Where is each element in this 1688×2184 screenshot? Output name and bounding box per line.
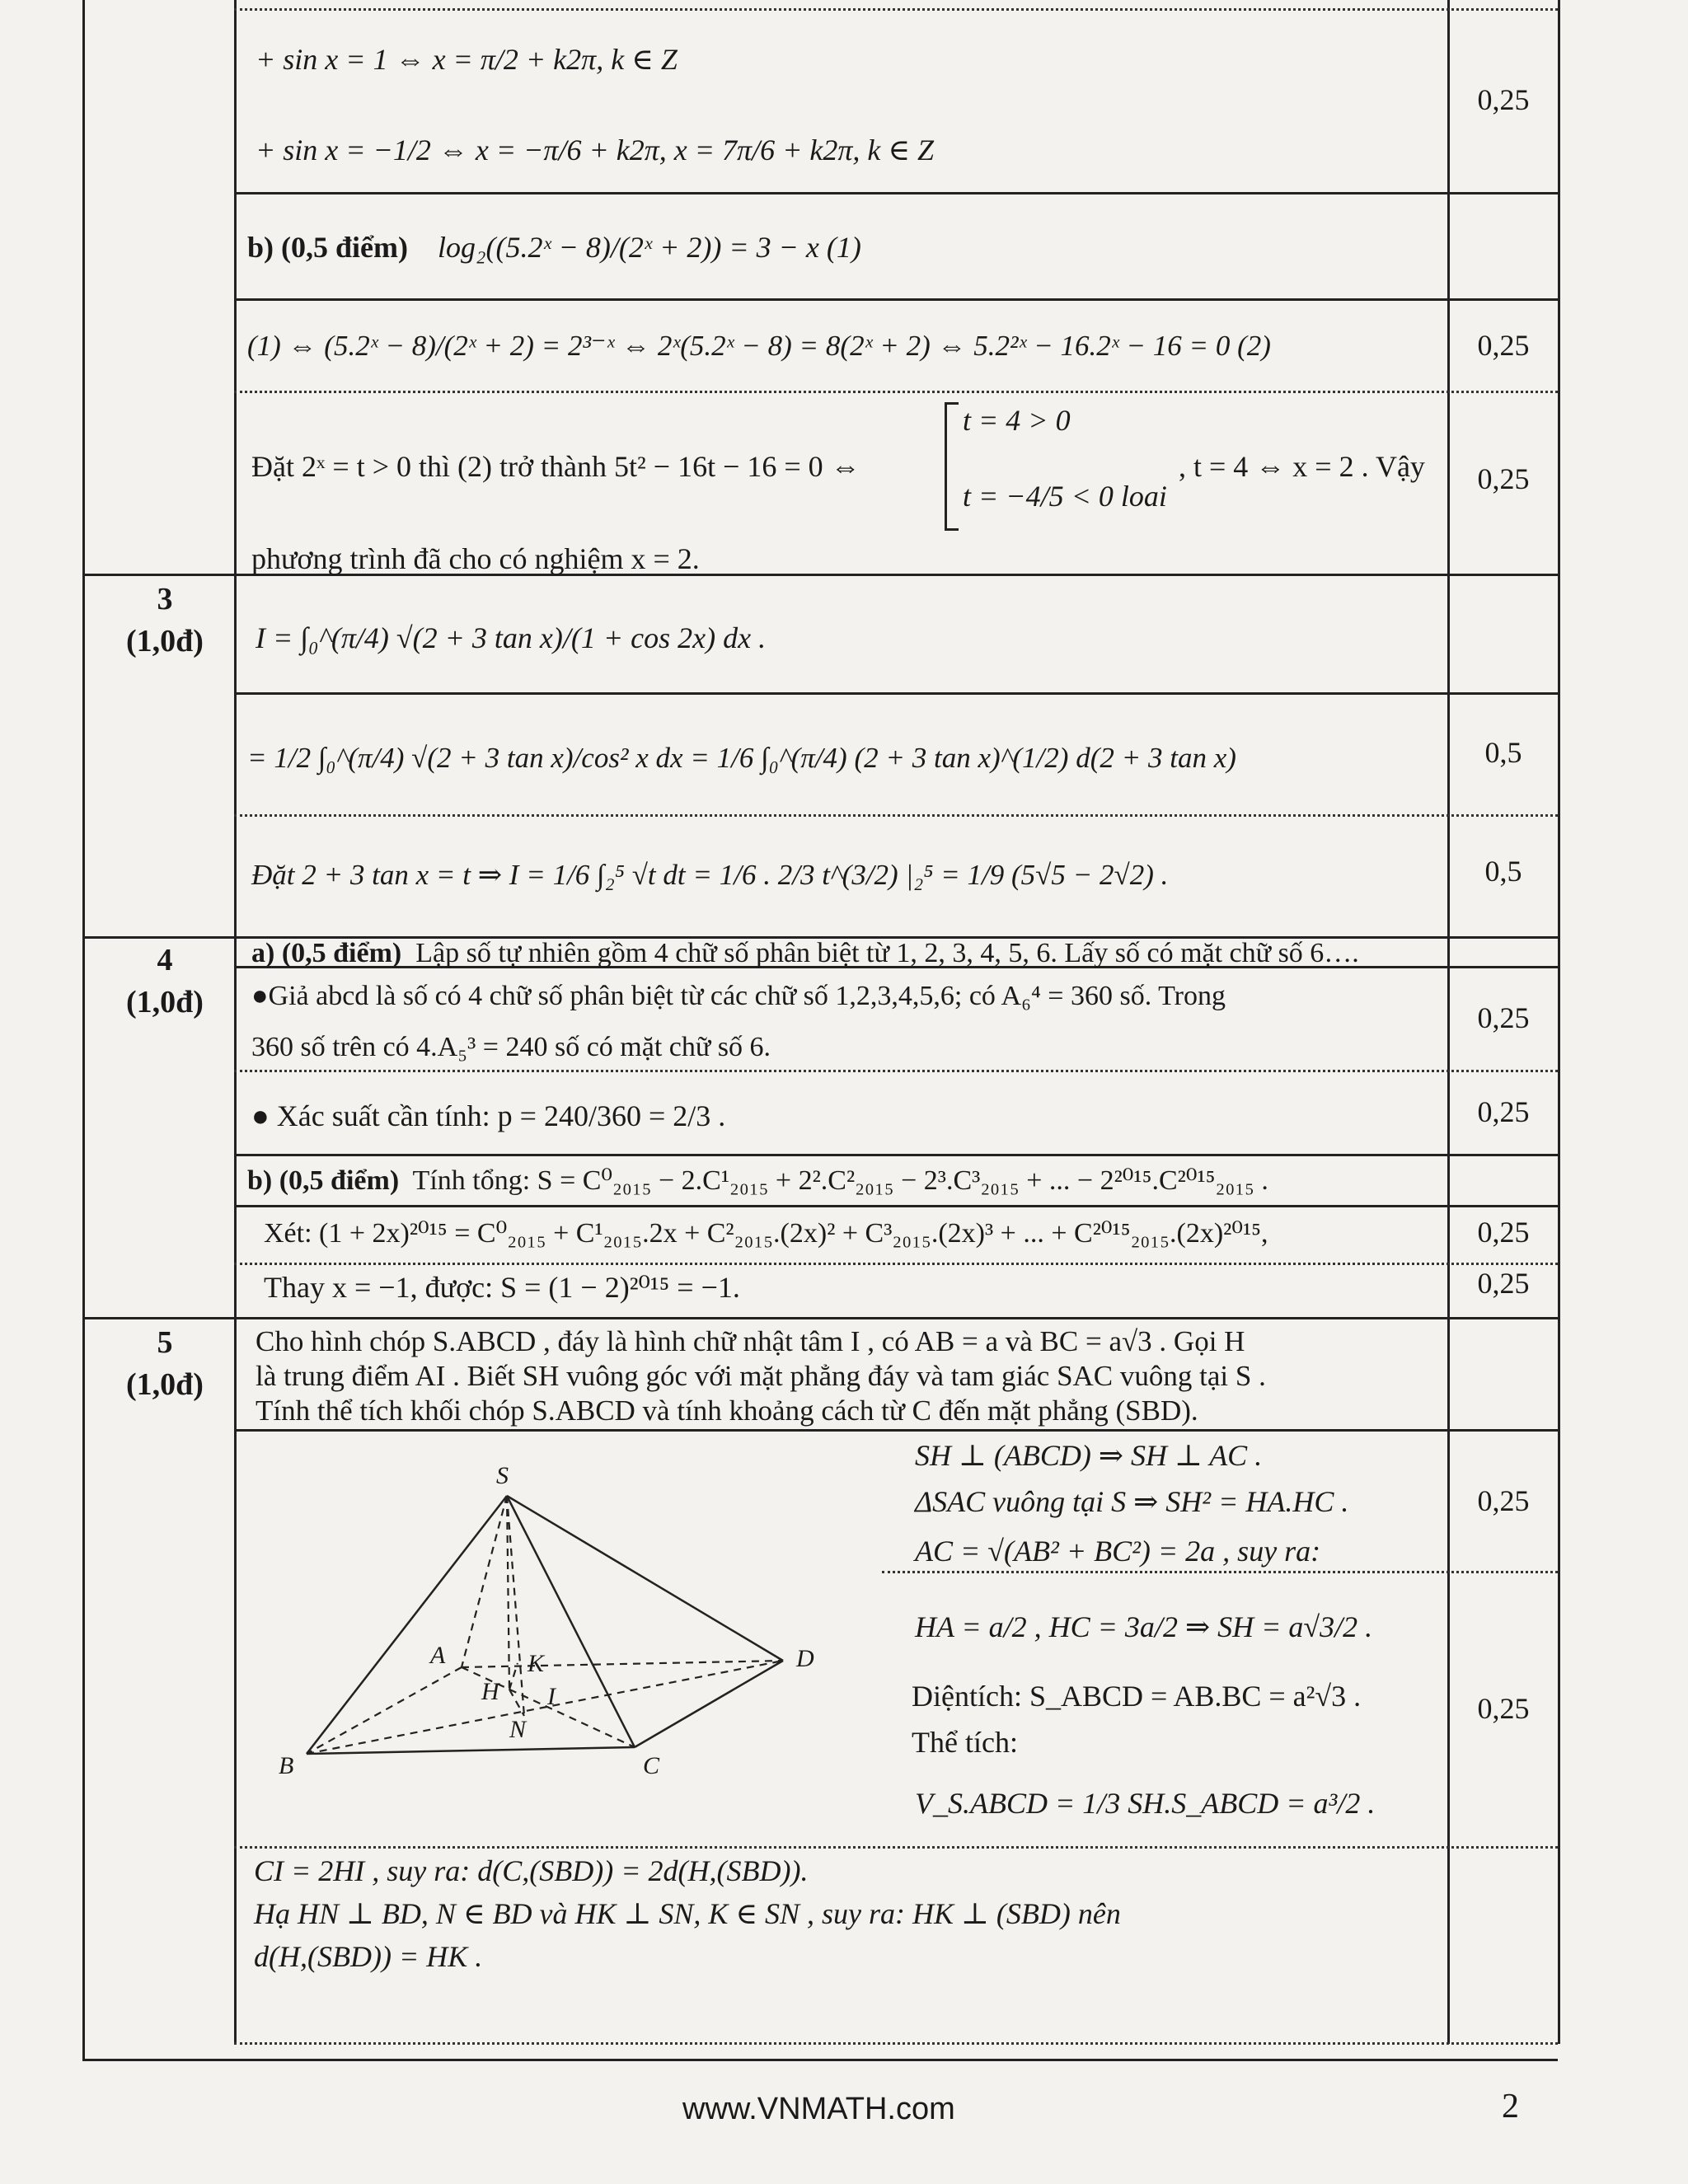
q4-a-header-label: a) (0,5 điểm) [251, 938, 402, 968]
label-I: I [547, 1683, 556, 1710]
q4-a-row1-score: 0,25 [1477, 1001, 1530, 1034]
rule-q4-b [234, 1154, 1558, 1156]
label-D: D [796, 1645, 814, 1672]
part2b-row2-a: Đặt 2ˣ = t > 0 thì (2) trở thành 5t² − 16t − 16 = 0 ⇔ [251, 450, 860, 483]
edge-BC [307, 1747, 635, 1754]
q5-sol2-score: 0,25 [1477, 1692, 1530, 1725]
edge-SA [462, 1496, 507, 1667]
label-H: H [481, 1678, 499, 1705]
q4-a-header-text: Lập số tự nhiên gồm 4 chữ số phân biệt từ 1, 2, 3, 4, 5, 6. Lấy số có mặt chữ số 6…. [415, 938, 1359, 968]
q3-step1: = 1/2 ∫₀^(π/4) √(2 + 3 tan x)/cos² x dx = 1/6 ∫₀^(π/4) (2 + 3 tan x)^(1/2) d(2 + 3 tan x) [247, 742, 1236, 774]
rule-part2b [234, 192, 1558, 194]
diag-BD [307, 1661, 783, 1754]
label-A: A [430, 1642, 446, 1669]
q5-sol3-l2: Hạ HN ⊥ BD, N ∈ BD và HK ⊥ SN, K ∈ SN , suy ra: HK ⊥ (SBD) nên [254, 1897, 1121, 1930]
q5-sol1-l1: SH ⊥ (ABCD) ⇒ SH ⊥ AC . [915, 1439, 1263, 1472]
q5-problem-l3: Tính thể tích khối chóp S.ABCD và tính khoảng cách từ C đến mặt phẳng (SBD). [256, 1394, 1198, 1427]
q3-intro: I = ∫₀^(π/4) √(2 + 3 tan x)/(1 + cos 2x) dx . [256, 621, 767, 654]
part1-line1: + sin x = 1 ⇔ x = π/2 + k2π, k ∈ Z [256, 43, 678, 76]
part2b-header-label: b) (0,5 điểm) [247, 231, 408, 264]
q3-step2-score: 0,5 [1484, 855, 1522, 888]
q4-b-row2-score: 0,25 [1477, 1267, 1530, 1300]
footer-site: www.VNMATH.com [682, 2092, 955, 2126]
rule-q5-end [234, 2042, 1558, 2045]
q3-number [82, 579, 247, 663]
part2b-header [247, 229, 861, 266]
q4-b-header-label: b) (0,5 điểm) [247, 1165, 400, 1196]
q4-b-header [247, 1164, 1268, 1199]
q5-sol3-l3: d(H,(SBD)) = HK . [254, 1940, 483, 1973]
q4-number [82, 940, 247, 1024]
q4-points: (1,0đ) [126, 985, 204, 1020]
rule-part2b-row [234, 391, 1558, 393]
top-dotted-rule [234, 8, 1558, 11]
q5-sol2-l2: Diệntích: S_ABCD = AB.BC = a²√3 . [912, 1680, 1362, 1713]
edge-AD [462, 1661, 783, 1667]
footer-page-number: 2 [1502, 2088, 1519, 2125]
q3-step2: Đặt 2 + 3 tan x = t ⇒ I = 1/6 ∫₂⁵ √t dt = 1/6 . 2/3 t^(3/2) |₂⁵ = 1/9 (5√5 − 2√2) . [251, 859, 1169, 891]
part1-score: 0,25 [1477, 83, 1530, 116]
part2b-header-eq: log₂((5.2ˣ − 8)/(2ˣ + 2)) = 3 − x (1) [437, 231, 861, 264]
q5-sol3-l1: CI = 2HI , suy ra: d(C,(SBD)) = 2d(H,(SBD)). [254, 1854, 809, 1887]
edge-CD [635, 1661, 783, 1747]
rule-q3-intro [234, 692, 1558, 695]
label-B: B [279, 1752, 294, 1779]
rule-q4-b-row [234, 1263, 1558, 1265]
part2b-row1: (1) ⇔ (5.2ˣ − 8)/(2ˣ + 2) = 2³⁻ˣ ⇔ 2ˣ(5.2ˣ − 8) = 8(2ˣ + 2) ⇔ 5.2²ˣ − 16.2ˣ − 16 = 0 (2) [247, 330, 1271, 362]
q3-points: (1,0đ) [126, 624, 204, 659]
part2b-row2-b: , t = 4 ⇔ x = 2 . Vậy [1179, 450, 1425, 483]
part2b-row2-score: 0,25 [1477, 462, 1530, 495]
label-S: S [496, 1462, 509, 1489]
rule-q5-sol1 [882, 1571, 1558, 1573]
edge-SB [307, 1496, 507, 1754]
label-K: K [528, 1650, 545, 1677]
q5-sol1-l3: AC = √(AB² + BC²) = 2a , suy ra: [915, 1535, 1321, 1568]
q5-sol2-l1: HA = a/2 , HC = 3a/2 ⇒ SH = a√3/2 . [915, 1610, 1373, 1643]
case-bracket [945, 402, 959, 531]
q3-step1-score: 0,5 [1484, 736, 1522, 769]
q3-number-text: 3 [157, 582, 173, 616]
rule-part2b-header [234, 298, 1558, 301]
rule-q5-problem [234, 1429, 1558, 1432]
table-border-bottom [82, 2059, 1558, 2061]
label-C: C [643, 1752, 660, 1779]
q4-a-row2: ● Xác suất cần tính: p = 240/360 = 2/3 . [251, 1099, 726, 1132]
q5-number [82, 1322, 247, 1407]
q4-a-row1-line1: ●Giả abcd là số có 4 chữ số phân biệt từ các chữ số 1,2,3,4,5,6; có A₆⁴ = 360 số. Trong [251, 981, 1226, 1011]
q4-a-row2-score: 0,25 [1477, 1095, 1530, 1128]
part2b-row2-c: phương trình đã cho có nghiệm x = 2. [251, 542, 700, 575]
part2b-row1-score: 0,25 [1477, 329, 1530, 362]
q5-points: (1,0đ) [126, 1367, 204, 1403]
q4-b-row1-score: 0,25 [1477, 1216, 1530, 1249]
part1-line2: + sin x = −1/2 ⇔ x = −π/6 + k2π, x = 7π/6 + k2π, k ∈ Z [256, 134, 935, 166]
q5-problem-l2: là trung điểm AI . Biết SH vuông góc với mặt phẳng đáy và tam giác SAC vuông tại S . [256, 1360, 1266, 1392]
q5-sol2-l4: V_S.ABCD = 1/3 SH.S_ABCD = a³/2 . [915, 1787, 1376, 1820]
edge-AB [307, 1667, 462, 1754]
rule-q5-sol2 [234, 1846, 1558, 1849]
q5-problem-l1: Cho hình chóp S.ABCD , đáy là hình chữ nhật tâm I , có AB = a và BC = a√3 . Gọi H [256, 1325, 1245, 1357]
part2b-case1: t = 4 > 0 [963, 404, 1071, 437]
q5-sol1-l2: ΔSAC vuông tại S ⇒ SH² = HA.HC . [915, 1485, 1349, 1518]
q5-sol1-score: 0,25 [1477, 1484, 1530, 1517]
q4-b-header-text: Tính tổng: S = C⁰₂₀₁₅ − 2.C¹₂₀₁₅ + 2².C²₂₀₁₅ − 2³.C³₂₀₁₅ + ... − 2²⁰¹⁵.C²⁰¹⁵₂₀₁₅ . [412, 1165, 1268, 1196]
pyramid-figure [272, 1451, 865, 1780]
q5-number-text: 5 [157, 1325, 173, 1360]
q4-b-row2: Thay x = −1, được: S = (1 − 2)²⁰¹⁵ = −1. [264, 1271, 740, 1304]
part2b-case2: t = −4/5 < 0 loai [963, 480, 1167, 513]
rule-q4-b-header [234, 1205, 1558, 1207]
seg-HK [509, 1663, 518, 1690]
rule-q4-a-row [234, 1070, 1558, 1072]
q4-a-row1-line2: 360 số trên có 4.A₅³ = 240 số có mặt chữ số 6. [251, 1032, 771, 1062]
q5-sol2-l3: Thể tích: [912, 1726, 1018, 1759]
q4-a-header [251, 936, 1359, 972]
rule-q5 [82, 1317, 1558, 1319]
label-N: N [509, 1716, 527, 1743]
q4-number-text: 4 [157, 943, 173, 977]
table-border-left [82, 0, 85, 2060]
rule-q3-step [234, 814, 1558, 817]
q4-b-row1: Xét: (1 + 2x)²⁰¹⁵ = C⁰₂₀₁₅ + C¹₂₀₁₅.2x + C²₂₀₁₅.(2x)² + C³₂₀₁₅.(2x)³ + ... + C²⁰¹⁵₂₀₁₅.(2x)²⁰¹⁵, [264, 1218, 1268, 1249]
